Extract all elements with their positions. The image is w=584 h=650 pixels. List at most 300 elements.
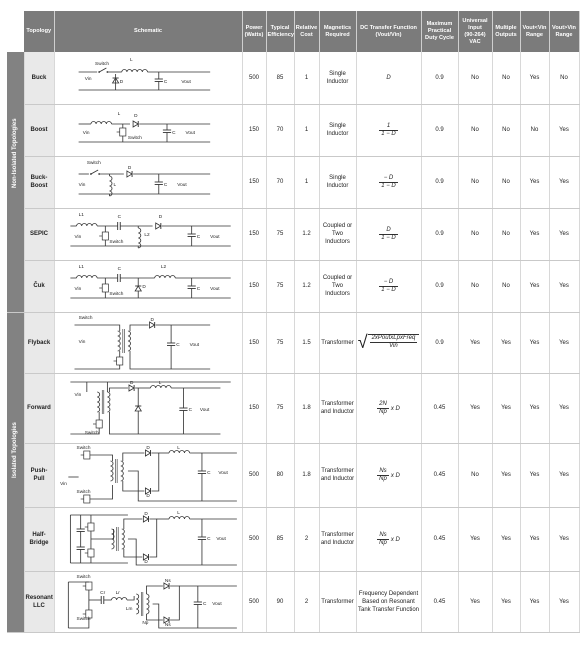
cell-universal-input: Yes [458,507,492,571]
cell-topology: Boost [24,104,54,156]
dc-numerator: − D [379,279,398,287]
inductor-icon [138,228,141,248]
schematic-diagram [56,212,241,256]
wire [89,485,112,499]
schematic-label-vin: Vin [74,234,81,239]
schematic-label-lm: Lm [125,605,132,611]
cell-dc-transfer [356,571,421,632]
header-multi-l2: Outputs [495,31,517,38]
cell-vout-gt-vin: Yes [549,373,579,443]
cell-topology: Forward [24,373,54,443]
schematic-label-switch: Switch [84,430,99,435]
cell-efficiency: 80 [266,443,294,507]
dc-fraction [377,468,389,483]
header-cost [294,11,319,52]
diode-icon [135,406,141,411]
schematic-label-l: L [117,111,120,116]
cell-duty-cycle: 0.45 [421,443,458,507]
inductor-icon [110,461,113,481]
header-eff-l2: Efficiency [267,31,294,38]
cell-cost: 2 [294,507,319,571]
cell-topology: Buck-Boost [24,156,54,208]
switch-icon [90,170,100,175]
cell-vout-gt-vin: Yes [549,443,579,507]
schematic-label-vin: Vin [78,338,85,344]
schematic-label-vout: Vout [199,407,209,412]
cell-multiple-outputs: No [492,104,520,156]
dc-sqrt [358,334,420,350]
cell-magnetics: Transformer and Inductor [319,507,356,571]
dc-numerator: − D [379,175,398,183]
cell-topology: Čuk [24,260,54,312]
dc-sqrt-body [368,334,420,350]
cell-power: 500 [242,443,266,507]
schematic-label-d: D [150,316,154,322]
diode-icon [128,385,133,391]
mosfet-icon [116,128,125,136]
cell-schematic [54,571,242,632]
cell-vout-lt-vin: Yes [520,571,549,632]
dc-denominator: 1 − D [381,234,396,241]
wire [126,596,133,600]
schematic-label-l2: L2 [143,232,150,237]
capacitor-icon [76,529,84,532]
dc-denominator: Np [379,539,387,546]
cell-duty-cycle: 0.9 [421,104,458,156]
schematic-label-vout: Vout [176,182,187,187]
cell-topology: SEPIC [24,208,54,260]
inductor-icon [90,122,111,125]
cell-magnetics: Single Inductor [319,104,356,156]
cell-efficiency: 75 [266,373,294,443]
cell-cost: 1.5 [294,312,319,373]
schematic-label-l: L [129,56,133,62]
dc-tail: x D [390,405,400,412]
cell-vout-gt-vin: Yes [549,312,579,373]
diode-icon [135,286,141,291]
schematic-label-switch: Switch [108,239,123,244]
cell-cost: 2 [294,571,319,632]
cell-schematic [54,104,242,156]
dc-fraction [379,175,398,190]
cell-duty-cycle: 0.45 [421,571,458,632]
dc-tail: x D [390,472,400,479]
cell-topology: Flyback [24,312,54,373]
schematic-label-l1: L1 [78,264,84,269]
schematic-label-switch: Switch [76,615,90,621]
inductor-icon [127,331,130,351]
schematic-label-d: D [119,78,123,84]
cell-vout-lt-vin: No [520,104,549,156]
cell-topology: Buck [24,52,54,104]
cell-vout-gt-vin: Yes [549,156,579,208]
inductor-icon [76,224,97,227]
schematic-label-c: C [202,600,206,606]
schematic-label-d: D [127,165,131,170]
transformer-icon [117,329,130,353]
schematic-label-c: C [196,286,200,291]
cell-universal-input: No [458,260,492,312]
cell-dc-transfer [356,507,421,571]
header-mag-l1: Magnetics [323,24,352,31]
switch-icon [98,68,108,73]
cell-efficiency: 70 [266,104,294,156]
cell-efficiency: 75 [266,312,294,373]
schematic-label-vout: Vout [185,130,195,135]
wire [122,481,144,491]
schematic-label-ns: Ns [164,621,171,627]
schematic-diagram [56,264,241,308]
schematic-label-d: D [129,380,133,385]
schematic-label-vout: Vout [209,234,220,239]
schematic-label-c: C [188,407,192,412]
dc-numerator: 2xPoutxLpxFreq [371,335,416,341]
wire [151,453,158,491]
inductor-icon [97,392,100,412]
dc-numerator: 1 [379,123,398,131]
cell-schematic [54,52,242,104]
wire [146,614,162,620]
dc-denominator: 1 − D [381,182,396,189]
cell-magnetics: Transformer and Inductor [319,443,356,507]
header-dc-transfer [356,11,421,52]
cell-power: 150 [242,312,266,373]
table-row [7,312,579,373]
cell-multiple-outputs: Yes [492,571,520,632]
inductor-icon [121,529,124,549]
cell-duty-cycle: 0.9 [421,312,458,373]
cell-multiple-outputs: Yes [492,312,520,373]
header-lt-l1: Vout<Vin [522,24,547,31]
schematic-diagram [56,160,241,204]
cell-cost: 1.8 [294,443,319,507]
capacitor-icon [179,408,187,411]
capacitor-icon [117,274,120,282]
schematic-label-switch: Switch [94,60,109,66]
diode-icon [155,223,160,229]
cell-magnetics: Transformer [319,571,356,632]
cell-duty-cycle: 0.9 [421,260,458,312]
cell-universal-input: No [458,156,492,208]
cell-schematic [54,208,242,260]
schematic-label-switch: Switch [108,291,123,296]
cell-universal-input: No [458,208,492,260]
dc-fraction [377,401,389,416]
schematic-label-np: Np [141,619,148,625]
inductor-icon [120,461,123,481]
cell-power: 150 [242,156,266,208]
schematic-diagram [56,108,241,152]
capacitor-icon [187,286,195,289]
cell-universal-input: Yes [458,373,492,443]
cell-schematic [54,156,242,208]
schematic-label-switch: Switch [76,573,90,579]
cell-dc-transfer [356,443,421,507]
schematic-label-l: L [113,182,116,187]
capacitor-icon [154,79,162,82]
dc-fraction [370,335,418,350]
cell-dc-transfer [356,373,421,443]
header-cost-l2: Cost [300,31,313,38]
schematic-diagram [56,509,241,569]
schematic-label-vin: Vin [78,182,85,187]
diode-icon [149,322,154,328]
cell-multiple-outputs: No [492,208,520,260]
group-isolated [7,312,24,632]
cell-schematic [54,260,242,312]
table-body [7,52,579,632]
cell-dc-transfer [356,312,421,373]
header-spacer [7,11,24,52]
header-vout-lt-vin [520,11,549,52]
cell-power: 500 [242,507,266,571]
schematic-label-switch: Switch [76,445,90,450]
cell-magnetics: Single Inductor [319,156,356,208]
schematic-label-d: D [158,214,162,219]
header-multi-l1: Multiple [495,24,517,31]
table-row [7,52,579,104]
cell-multiple-outputs: No [492,52,520,104]
mosfet-icon [99,232,108,240]
cell-cost: 1 [294,156,319,208]
cell-dc-transfer [356,208,421,260]
schematic-label-c: C [206,470,211,475]
header-power [242,11,266,52]
inductor-icon [169,451,190,454]
header-gt-l2: Range [555,31,573,38]
header-univ-l1: Universal [462,17,488,24]
capacitor-icon [197,537,205,540]
dc-fraction [379,279,398,294]
cell-magnetics: Coupled or Two Inductors [319,208,356,260]
header-dc-l2: (Vout/Vin) [375,31,402,38]
diode-icon [143,516,148,522]
cell-vout-lt-vin: Yes [520,260,549,312]
header-cost-l1: Relative [295,24,318,31]
cell-vout-gt-vin: No [549,52,579,104]
inductor-icon [169,517,190,520]
schematic-label-c: C [175,341,180,347]
cell-vout-lt-vin: Yes [520,312,549,373]
schematic-label-vin: Vin [74,286,81,291]
capacitor-icon [193,602,201,605]
schematic-label-c: C [171,130,176,135]
schematic-label-c: C [206,536,211,541]
mosfet-icon [93,420,102,428]
schematic-label-ns: Ns [164,577,171,583]
header-power-l2: (Watts) [244,31,264,38]
capacitor-icon [197,471,205,474]
schematic-diagram [56,378,241,438]
inductor-icon [111,597,126,600]
group-non-isolated [7,52,24,312]
dc-fraction [379,123,398,138]
cell-multiple-outputs: Yes [492,373,520,443]
cell-magnetics: Transformer and Inductor [319,373,356,443]
schematic-label-vout: Vout [180,78,191,84]
header-dc-l1: DC Transfer Function [360,24,417,31]
group-label: Isolated Topologies [12,422,19,478]
cell-magnetics: Coupled or Two Inductors [319,260,356,312]
cell-power: 150 [242,260,266,312]
header-row [7,11,579,52]
cell-efficiency: 75 [266,208,294,260]
cell-efficiency: 90 [266,571,294,632]
wire [123,549,142,557]
wire [74,325,119,331]
cell-duty-cycle: 0.9 [421,156,458,208]
wire [122,453,144,461]
cell-cost: 1 [294,104,319,156]
cell-efficiency: 70 [266,156,294,208]
capacitor-icon [117,222,120,230]
mosfet-icon [99,284,108,292]
schematic-label-c: C [117,214,121,219]
schematic-label-vin: Vin [82,130,89,135]
dc-denominator: 1 − D [381,286,396,293]
diode-icon [133,121,138,127]
capacitor-icon [162,130,170,133]
table-row [7,571,579,632]
mosfet-icon [80,495,89,503]
schematic-label-cr: Cr [99,589,105,595]
inductor-icon [150,386,171,389]
header-vout-gt-vin [549,11,579,52]
inductor-icon [76,276,97,279]
schematic-diagram [56,572,241,632]
capacitor-icon [187,234,195,237]
wire [170,586,179,620]
schematic-diagram [56,313,241,373]
header-duty-l2: Practical [427,28,452,34]
cell-schematic [54,507,242,571]
cell-universal-input: No [458,443,492,507]
header-duty-cycle [421,11,458,52]
dc-numerator: Ns [377,468,389,476]
sqrt-icon: √ [357,332,368,352]
mosfet-icon [82,582,91,590]
cell-vout-gt-vin: Yes [549,507,579,571]
schematic-label-vout: Vout [189,341,199,347]
dc-denominator: Vin [389,343,398,349]
cell-dc-transfer [356,104,421,156]
inductor-icon [154,276,175,279]
cell-universal-input: No [458,104,492,156]
cell-cost: 1 [294,52,319,104]
schematic-label-c: C [163,182,167,187]
capacitor-icon [167,343,175,346]
table-row [7,260,579,312]
header-duty-l1: Maximum [426,21,453,27]
schematic-label-l2: L2 [160,264,166,269]
topology-table [7,11,580,633]
schematic-label-l: L [176,510,180,515]
header-efficiency [266,11,294,52]
header-schematic: Schematic [54,11,242,52]
header-duty-l3: Duty Cycle [425,35,454,41]
schematic-label-c: C [117,266,121,271]
dc-fraction [377,532,389,547]
dc-numerator: Ns [377,532,389,540]
dc-text: Frequency Dependent Based on Resonant Tank Transfer Function [357,590,420,613]
table-row [7,507,579,571]
schematic-label-vout: Vout [215,536,226,541]
cell-duty-cycle: 0.45 [421,373,458,443]
cell-power: 500 [242,52,266,104]
schematic-label-switch: Switch [127,135,142,140]
table-row [7,104,579,156]
header-eff-l1: Typical [270,24,290,31]
cell-vout-lt-vin: Yes [520,208,549,260]
cell-vout-gt-vin: Yes [549,571,579,632]
dc-denominator: Np [379,408,387,415]
header-univ-l3: (90-264) VAC [464,31,486,45]
cell-topology: Half-Bridge [24,507,54,571]
cell-multiple-outputs: Yes [492,443,520,507]
inductor-icon [136,594,139,614]
cell-topology: Resonant LLC [24,571,54,632]
header-topology: Topology [24,11,54,52]
table-row [7,156,579,208]
schematic-label-lr: Lr [115,589,120,595]
mosfet-icon [84,549,93,557]
transformer-icon [97,390,110,414]
cell-vout-lt-vin: Yes [520,507,549,571]
cell-magnetics: Single Inductor [319,52,356,104]
wire [127,471,236,501]
diode-icon [163,583,168,589]
cell-topology: Push-Pull [24,443,54,507]
wire [130,351,210,369]
schematic-label-vout: Vout [209,286,220,291]
cell-universal-input: Yes [458,312,492,373]
wire [74,365,119,369]
header-power-l1: Power [245,24,263,31]
cell-power: 500 [242,571,266,632]
table-row [7,373,579,443]
cell-schematic [54,443,242,507]
cell-schematic [54,312,242,373]
inductor-icon [121,69,147,72]
table-row [7,443,579,507]
cell-duty-cycle: 0.9 [421,208,458,260]
schematic-label-c: C [196,234,200,239]
wire [123,519,142,529]
cell-efficiency: 85 [266,52,294,104]
inductor-icon [146,594,149,614]
dc-fraction [379,227,398,242]
schematic-label-vout: Vout [217,470,228,475]
inductor-icon [117,331,120,351]
transformer-icon [136,592,149,616]
cell-magnetics: Transformer [319,312,356,373]
wire [149,519,156,557]
schematic-label-d: D [133,113,138,118]
cell-cost: 1.2 [294,208,319,260]
inductor-icon [107,392,110,412]
cell-universal-input: No [458,52,492,104]
schematic-diagram [56,56,241,100]
inductor-icon [109,176,112,196]
cell-cost: 1.2 [294,260,319,312]
schematic-label-vin: Vin [74,392,81,397]
diode-icon [145,450,150,456]
schematic-label-d: D [145,445,150,450]
schematic-label-switch: Switch [76,489,90,494]
dc-denominator: 1 − D [381,130,396,137]
schematic-label-d: D [143,511,148,516]
wire [130,325,149,331]
